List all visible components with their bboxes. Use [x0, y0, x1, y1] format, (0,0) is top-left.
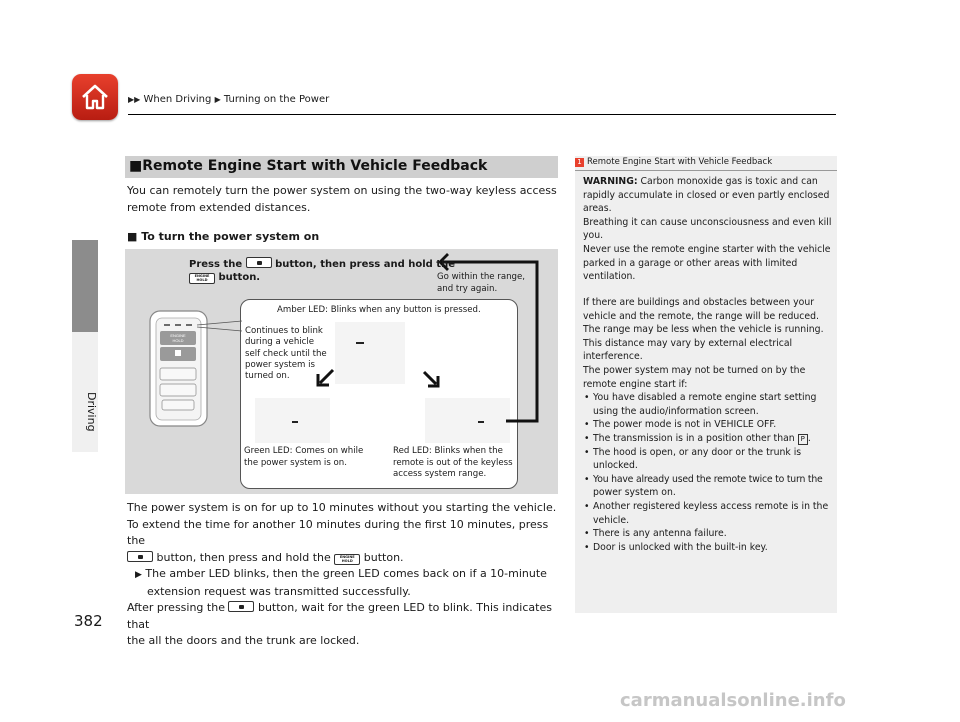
park-gear-icon: P: [798, 434, 808, 445]
label-line: access system range.: [393, 469, 487, 479]
note-text: areas.: [583, 203, 612, 215]
note-text: interference.: [583, 351, 643, 363]
note-text: The range may be less when the vehicle is running.: [583, 324, 824, 336]
note-bullet: [583, 446, 833, 473]
subheading-text: To turn the power system on: [141, 230, 320, 243]
fob-engine-label: ENGINE: [170, 333, 186, 338]
note-line: Go within the range,: [437, 272, 526, 282]
fob-trunk-button: [160, 384, 196, 396]
note-text: If there are buildings and obstacles between your: [583, 297, 815, 308]
continues-blink-label: [245, 326, 327, 382]
red-led-label: [393, 446, 513, 481]
note-text: • You have disabled a remote engine start setting: [593, 392, 817, 404]
note-bullet: [583, 500, 833, 527]
engine-hold-button-icon: ENGINE HOLD: [189, 273, 215, 284]
fob-unlock-button: [160, 368, 196, 380]
note-bullet: • The transmission is in a position other than P .: [583, 432, 833, 446]
instruction-text: button.: [218, 272, 261, 283]
breadcrumb-link-turning-on-power[interactable]: Turning on the Power: [223, 94, 330, 105]
amber-led-label: Amber LED: Blinks when any button is pressed.: [277, 305, 481, 315]
page-number: 382: [74, 612, 103, 630]
breadcrumb-arrow-icon: ▶▶: [128, 95, 141, 104]
note-bullet: • There is any antenna failure.: [583, 527, 833, 541]
note-divider: [575, 170, 837, 171]
paragraph-line: [127, 600, 567, 633]
note-text: • The hood is open, or any door or the trunk is: [593, 446, 802, 458]
note-text: • Another registered keyless access remote is in the: [593, 500, 829, 512]
note-text: using the audio/information screen.: [593, 405, 759, 417]
label-line: the power system is on.: [244, 457, 347, 468]
intro-line: remote from extended distances.: [127, 200, 311, 214]
inline-text: button, then press and hold the: [156, 550, 331, 564]
label-line: turned on.: [245, 371, 290, 382]
note-bullet: [583, 391, 833, 418]
paragraph-line: [127, 550, 567, 567]
note-text: you.: [583, 230, 604, 242]
led-panel-green: [255, 398, 330, 443]
inline-text: The amber LED blinks, then the green LED comes back on if a 10-minute: [145, 567, 547, 580]
note-bullet: • The power mode is not in VEHICLE OFF.: [583, 418, 833, 432]
label-line: Continues to blink: [245, 326, 323, 336]
breadcrumb-link-when-driving[interactable]: When Driving: [143, 94, 212, 105]
led-panel-red: [425, 398, 510, 443]
green-led-label: [244, 446, 363, 469]
paragraph-line: The power system is on for up to 10 minutes without you starting the vehicle.: [127, 501, 557, 514]
result-line: extension request was transmitted successfully.: [147, 584, 411, 598]
fob-panic-button: [162, 400, 194, 410]
extension-paragraph: [127, 500, 567, 650]
note-text: The transmission is in a position other than: [593, 432, 795, 444]
arrow-to-red: [424, 372, 438, 386]
lock-button-icon: [246, 257, 272, 268]
watermark: carmanualsonline.info: [620, 690, 846, 711]
intro-line: You can remotely turn the power system on using the two-way keyless access: [127, 184, 557, 197]
note-text: remote engine start if:: [583, 378, 688, 390]
breadcrumb-arrow-icon: ▶: [214, 95, 221, 104]
result-line: [127, 566, 567, 584]
note-bullet: [583, 473, 833, 500]
note-line: and try again.: [437, 284, 498, 294]
note-warning: [583, 175, 833, 284]
inline-text: After pressing the: [127, 601, 225, 614]
note-text: vehicle.: [593, 514, 630, 526]
paragraph-line: the all the doors and the trunk are locked.: [127, 634, 360, 647]
lock-button-icon: [228, 601, 254, 612]
result-arrow-icon: ▶: [135, 570, 142, 580]
section-title: ■Remote Engine Start with Vehicle Feedback: [129, 158, 488, 174]
engine-hold-button-icon: ENGINE HOLD: [334, 554, 360, 565]
label-line: remote is out of the keyless: [393, 457, 513, 468]
label-line: during a vehicle: [245, 337, 315, 348]
inline-text: button.: [363, 550, 404, 564]
note-text: Breathing it can cause unconsciousness and even kill: [583, 216, 832, 228]
figure-instruction: [189, 257, 455, 284]
note-text: The power system may not be turned on by the: [583, 364, 806, 376]
note-header-text: Remote Engine Start with Vehicle Feedback: [587, 157, 773, 167]
chapter-label[interactable]: Driving: [85, 392, 98, 432]
note-text: power system on.: [593, 487, 676, 499]
instruction-text: Press the: [189, 259, 243, 270]
fob-hold-label: HOLD: [172, 338, 184, 343]
fob-lock-glyph: [175, 350, 181, 356]
note-bullet: • Door is unlocked with the built-in key.: [583, 541, 833, 555]
go-within-range-note: [437, 271, 525, 295]
note-text: Carbon monoxide gas is toxic and can: [637, 176, 818, 187]
note-marker-icon: 1: [575, 158, 584, 167]
led-panel-amber: [335, 322, 405, 384]
label-line: Red LED: Blinks when the: [393, 446, 503, 456]
lock-button-icon: [127, 551, 153, 562]
note-text: rapidly accumulate in closed or even partly enclosed: [583, 189, 830, 201]
subheading: ■ To turn the power system on: [127, 230, 320, 243]
note-text: This distance may vary by external electrical: [583, 337, 793, 349]
note-range-info: [583, 296, 833, 554]
note-text: unlocked.: [593, 460, 638, 472]
label-line: power system is: [245, 359, 315, 370]
warning-label: WARNING:: [583, 176, 638, 187]
instruction-text: button, then press and hold the: [275, 259, 455, 270]
label-line: self check until the: [245, 348, 327, 359]
label-line: Green LED: Comes on while: [244, 446, 364, 456]
note-text: parked in a garage or other areas with limited: [583, 257, 798, 269]
note-text: vehicle and the remote, the range will be reduced.: [583, 310, 819, 322]
inline-text: button, wait for the green LED to blink. This indicates that: [127, 601, 552, 631]
note-header: [575, 157, 772, 167]
note-text: ventilation.: [583, 271, 636, 283]
note-text: • You have already used the remote twice to turn the: [593, 473, 823, 485]
paragraph-line: To extend the time for another 10 minutes during the first 10 minutes, press the: [127, 517, 549, 547]
note-text: Never use the remote engine starter with the vehicle: [583, 243, 831, 255]
